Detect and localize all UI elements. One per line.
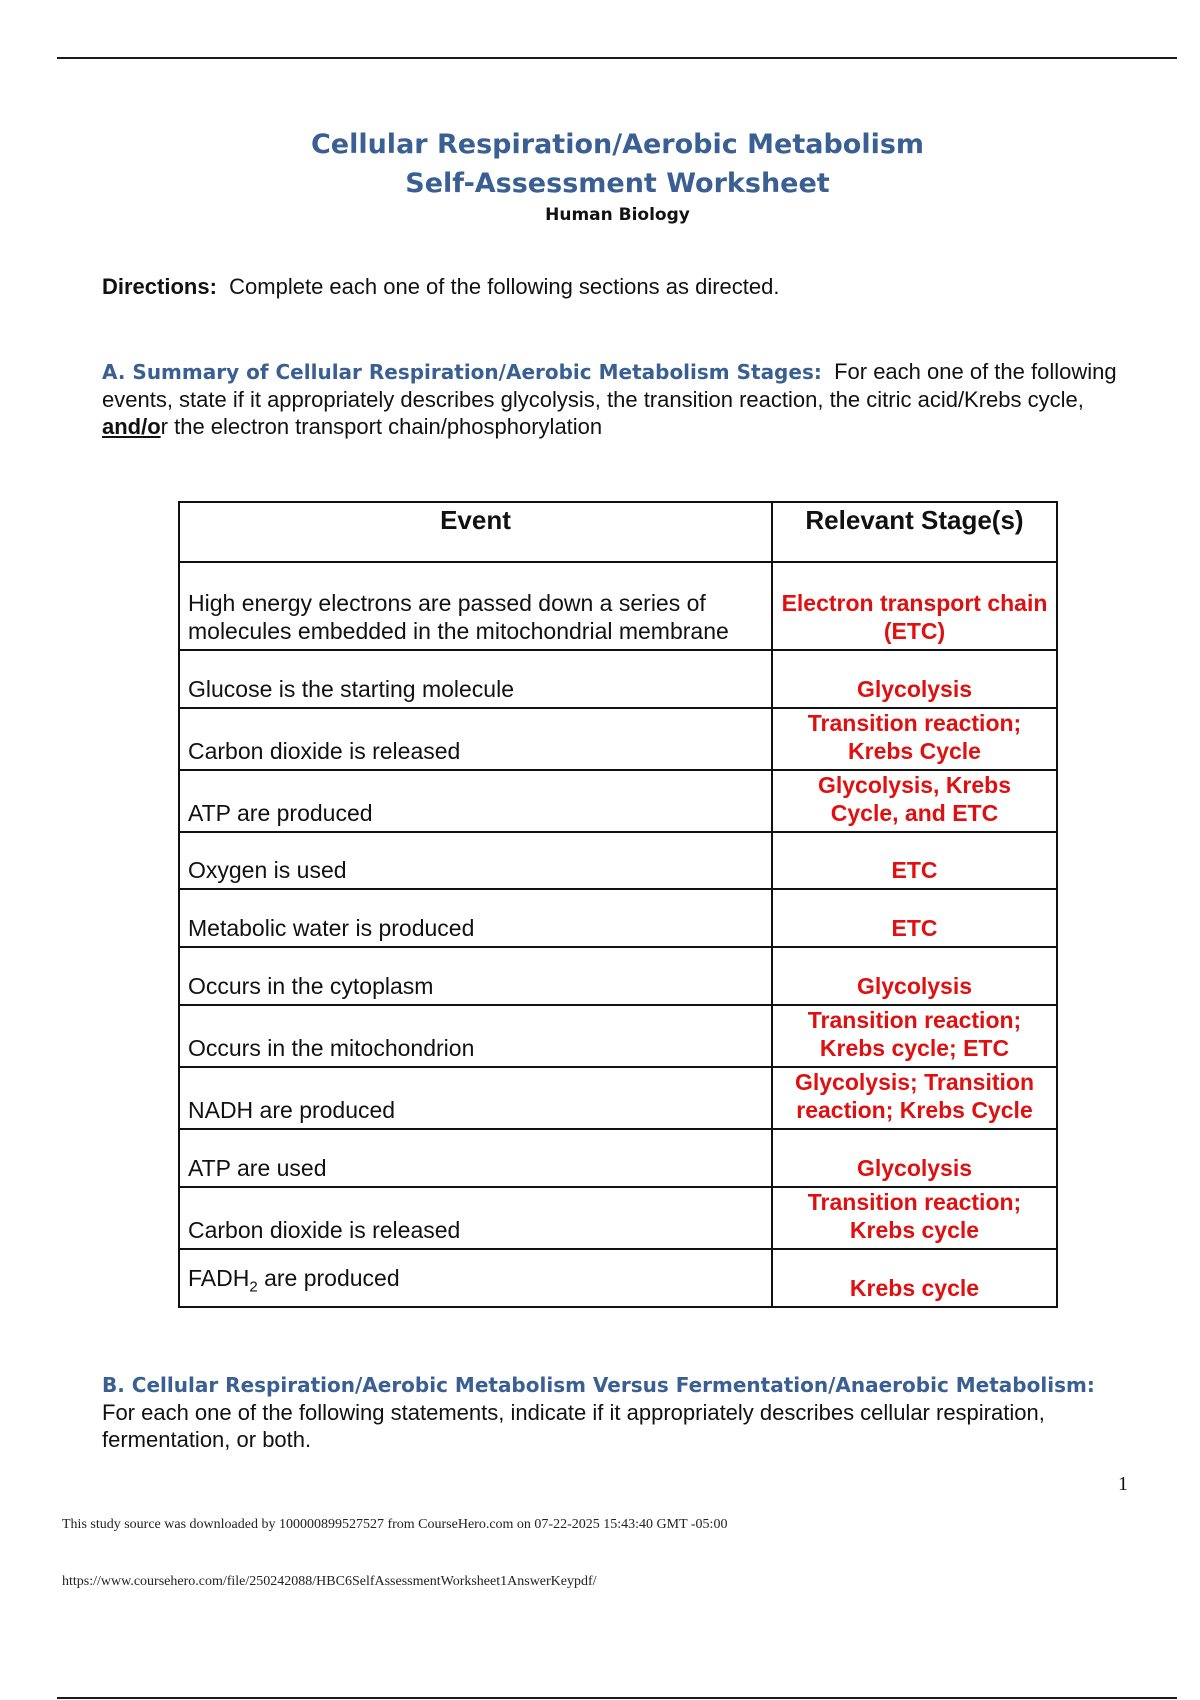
header-event: Event — [179, 502, 772, 562]
table-row — [179, 947, 1057, 1005]
stage-cell: Krebs cycle — [772, 1249, 1057, 1307]
top-rule — [57, 57, 1177, 59]
stages-table — [178, 501, 1058, 1308]
table-row — [179, 1005, 1057, 1067]
event-cell — [179, 1249, 772, 1307]
table-row — [179, 1187, 1057, 1249]
event-cell: ATP are produced — [179, 770, 772, 832]
table-row — [179, 832, 1057, 889]
table-row — [179, 770, 1057, 832]
stage-cell: Transition reaction; Krebs Cycle — [772, 708, 1057, 770]
event-cell: Carbon dioxide is released — [179, 708, 772, 770]
stage-cell: ETC — [772, 832, 1057, 889]
event-cell: Glucose is the starting molecule — [179, 650, 772, 708]
directions-label: Directions: — [102, 274, 217, 299]
directions-text: Complete each one of the following sections as directed. — [229, 274, 780, 299]
event-subscript: 2 — [249, 1279, 258, 1296]
bottom-rule — [57, 1697, 1177, 1699]
subject-label: Human Biology — [545, 205, 690, 225]
stage-cell: ETC — [772, 889, 1057, 947]
event-cell: Metabolic water is produced — [179, 889, 772, 947]
event-cell: ATP are used — [179, 1129, 772, 1187]
section-b-heading: B. Cellular Respiration/Aerobic Metabolism Versus Fermentation/Anaerobic Metabolism: — [102, 1373, 1095, 1397]
event-suffix: are produced — [257, 1265, 400, 1292]
title-line-2: Self-Assessment Worksheet — [405, 168, 830, 199]
table-row — [179, 1067, 1057, 1129]
section-b-text: For each one of the following statements, indicate if it appropriately describes cellular respiration, fermentation, or both. — [102, 1400, 1045, 1452]
event-cell: Oxygen is used — [179, 832, 772, 889]
event-cell: High energy electrons are passed down a series of molecules embedded in the mitochondrial membrane — [179, 562, 772, 650]
event-cell: Carbon dioxide is released — [179, 1187, 772, 1249]
table-row — [179, 1129, 1057, 1187]
section-b-intro — [102, 1371, 1132, 1453]
stage-cell: Glycolysis; Transition reaction; Krebs Cycle — [772, 1067, 1057, 1129]
stage-cell: Glycolysis — [772, 1129, 1057, 1187]
event-cell: NADH are produced — [179, 1067, 772, 1129]
section-a-text-after: r the electron transport chain/phosphorylation — [160, 414, 603, 439]
table-row — [179, 650, 1057, 708]
stage-cell: Glycolysis, Krebs Cycle, and ETC — [772, 770, 1057, 832]
stage-cell: Electron transport chain (ETC) — [772, 562, 1057, 650]
table-header-row — [179, 502, 1057, 562]
table-row — [179, 1249, 1057, 1307]
directions — [102, 274, 779, 300]
source-url[interactable]: https://www.coursehero.com/file/250242088/HBC6SelfAssessmentWorksheet1AnswerKeypdf/ — [62, 1574, 597, 1589]
download-note: This study source was downloaded by 100000899527527 from CourseHero.com on 07-22-2025 15:43:40 GMT -05:00 — [62, 1517, 728, 1532]
header-stage: Relevant Stage(s) — [772, 502, 1057, 562]
stage-cell: Glycolysis — [772, 947, 1057, 1005]
page-number: 1 — [1118, 1473, 1128, 1495]
event-cell: Occurs in the mitochondrion — [179, 1005, 772, 1067]
section-a-underlined: and/o — [102, 414, 161, 439]
section-a-intro — [102, 358, 1132, 440]
section-a-text-before: For each one of the following events, state if it appropriately describes glycolysis, the transition reaction, the citric acid/Krebs cycle, — [102, 359, 1117, 412]
stage-cell: Transition reaction; Krebs cycle; ETC — [772, 1005, 1057, 1067]
title-line-1: Cellular Respiration/Aerobic Metabolism — [310, 129, 925, 160]
section-a-heading: A. Summary of Cellular Respiration/Aerobic Metabolism Stages: — [102, 360, 822, 384]
event-cell: Occurs in the cytoplasm — [179, 947, 772, 1005]
table-row — [179, 889, 1057, 947]
stage-cell: Glycolysis — [772, 650, 1057, 708]
event-fadh: FADH — [188, 1265, 250, 1292]
table-row — [179, 562, 1057, 650]
table-row — [179, 708, 1057, 770]
stage-cell: Transition reaction; Krebs cycle — [772, 1187, 1057, 1249]
